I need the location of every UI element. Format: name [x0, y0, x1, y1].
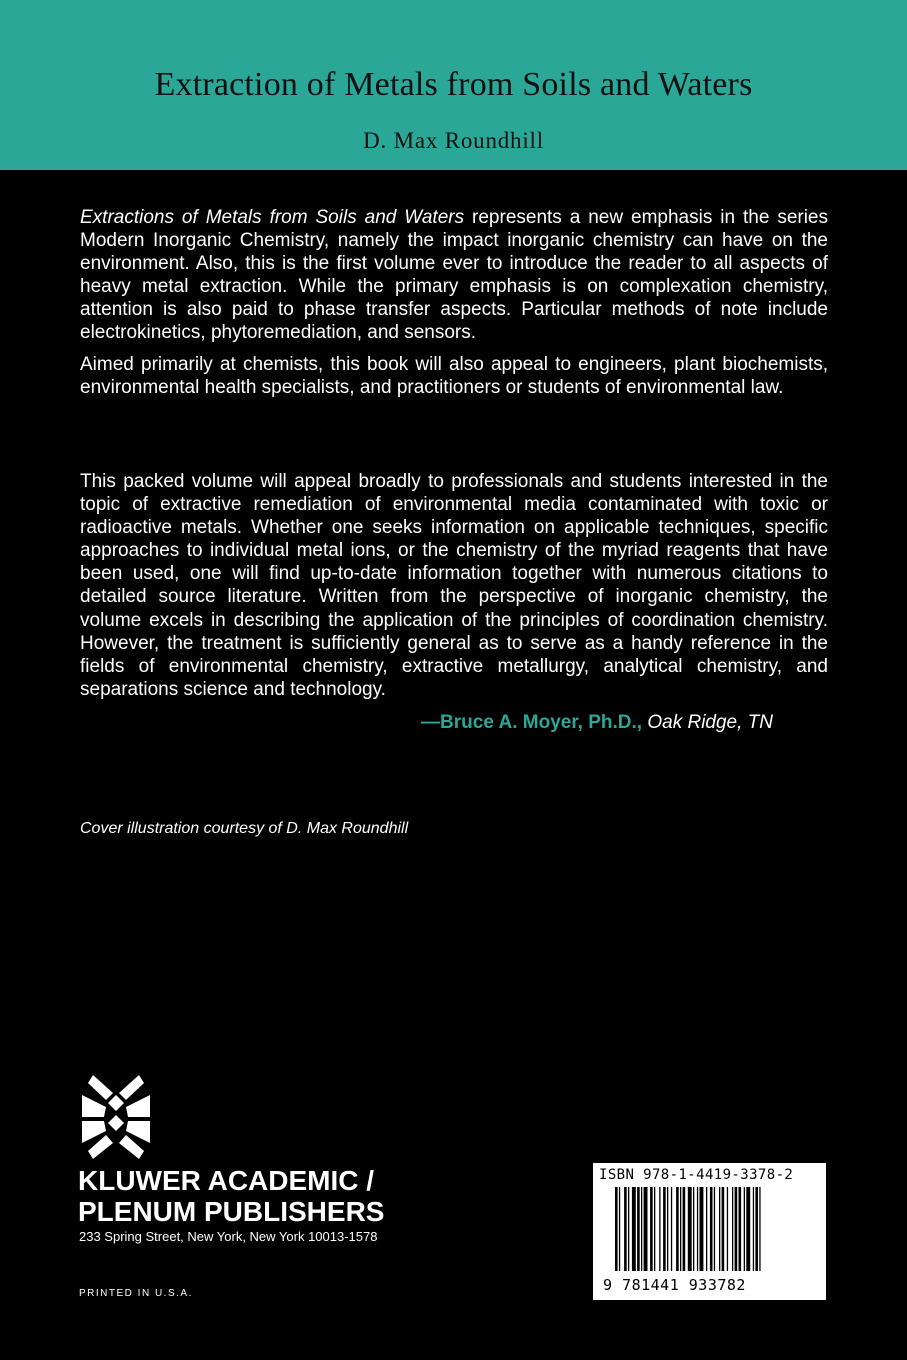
barcode-bar: [710, 1187, 713, 1271]
barcode-bar: [680, 1187, 681, 1271]
barcode-bar: [676, 1187, 679, 1271]
barcode-bars: [615, 1187, 811, 1271]
barcode-bar: [697, 1187, 698, 1271]
description-paragraph-2: Aimed primarily at chemists, this book will also appeal to engineers, plant biochemists, environmental health specialists, and practitioners or students of environmental law.: [80, 354, 828, 399]
barcode-bar: [637, 1187, 640, 1271]
cover-credit: Cover illustration courtesy of D. Max Roundhill: [80, 820, 409, 837]
isbn-barcode: [593, 1163, 826, 1300]
publisher-name: [78, 1165, 384, 1227]
reviewer-name: —Bruce A. Moyer, Ph.D.,: [421, 712, 643, 733]
description-title-italic: Extractions of Metals from Soils and Waters: [80, 207, 465, 228]
barcode-bar: [628, 1187, 629, 1271]
publisher-line-2: PLENUM PUBLISHERS: [78, 1196, 385, 1227]
header-band: [0, 0, 907, 170]
barcode-bar: [650, 1187, 653, 1271]
barcode-bar: [641, 1187, 642, 1271]
isbn-label: ISBN 978-1-4419-3378-2: [599, 1167, 794, 1183]
review-text: This packed volume will appeal broadly to professionals and students interested in the topic of extractive remediation of environmental media contaminated with toxic or radioactive metals. Whether one seeks information on applicable techniques, specific approaches to individual metal ions, or the chemistry of the myriad reagents that have been used, one will find up-to-date information together with numerous citations to detailed source literature. Written from the perspective of inorganic chemistry, the volume excels in describing the application of the principles of coordination chemistry. However, the treatment is sufficiently general as to serve as a handy reference in the fields of environmental chemistry, extractive metallurgy, analytical chemistry, and separations science and technology.: [80, 471, 828, 700]
barcode-bar: [744, 1187, 745, 1271]
barcode-digits: 9 781441 933782: [603, 1276, 746, 1294]
barcode-bar: [746, 1187, 750, 1271]
barcode-bar: [619, 1187, 620, 1271]
barcode-bar: [722, 1187, 725, 1271]
kluwer-bird-logo-icon: [80, 1073, 152, 1161]
barcode-bar: [632, 1187, 636, 1271]
barcode-bar: [663, 1187, 666, 1271]
barcode-bar: [706, 1187, 707, 1271]
barcode-bar: [700, 1187, 704, 1271]
barcode-bar: [739, 1187, 742, 1271]
book-title: Extraction of Metals from Soils and Waters: [154, 66, 753, 103]
barcode-bar: [719, 1187, 720, 1271]
description-paragraph-1: [80, 206, 828, 345]
barcode-bar: [615, 1187, 618, 1271]
barcode-bar: [755, 1187, 758, 1271]
barcode-bar: [671, 1187, 672, 1271]
barcode-bar: [654, 1187, 655, 1271]
publisher-address: 233 Spring Street, New York, New York 10013-1578: [79, 1229, 378, 1244]
barcode-bar: [624, 1187, 627, 1271]
barcode-bar: [753, 1187, 754, 1271]
barcode-bar: [727, 1187, 728, 1271]
barcode-bar: [667, 1187, 668, 1271]
barcode-bar: [735, 1187, 738, 1271]
barcode-bar: [732, 1187, 733, 1271]
barcode-bar: [693, 1187, 694, 1271]
barcode-bar: [688, 1187, 692, 1271]
barcode-bar: [759, 1187, 760, 1271]
barcode-bar: [644, 1187, 648, 1271]
barcode-bar: [683, 1187, 686, 1271]
barcode-bar: [714, 1187, 715, 1271]
reviewer-place: Oak Ridge, TN: [647, 712, 773, 733]
publisher-line-1: KLUWER ACADEMIC /: [78, 1165, 375, 1196]
review-attribution: [80, 712, 773, 734]
book-author: D. Max Roundhill: [363, 128, 544, 153]
barcode-bar: [659, 1187, 660, 1271]
printed-in: PRINTED IN U.S.A.: [79, 1288, 193, 1299]
description-paragraph-1-text: represents a new emphasis in the series Modern Inorganic Chemistry, namely the impact inorganic chemistry can have on the environment. Also, this is the first volume ever to introduce the reader to all aspects of heavy metal extraction. While the primary emphasis is on complexation chemistry, attention is also paid to phase transfer aspects. Particular methods of note include electrokinetics, phytoremediation, and sensors.: [80, 207, 829, 344]
